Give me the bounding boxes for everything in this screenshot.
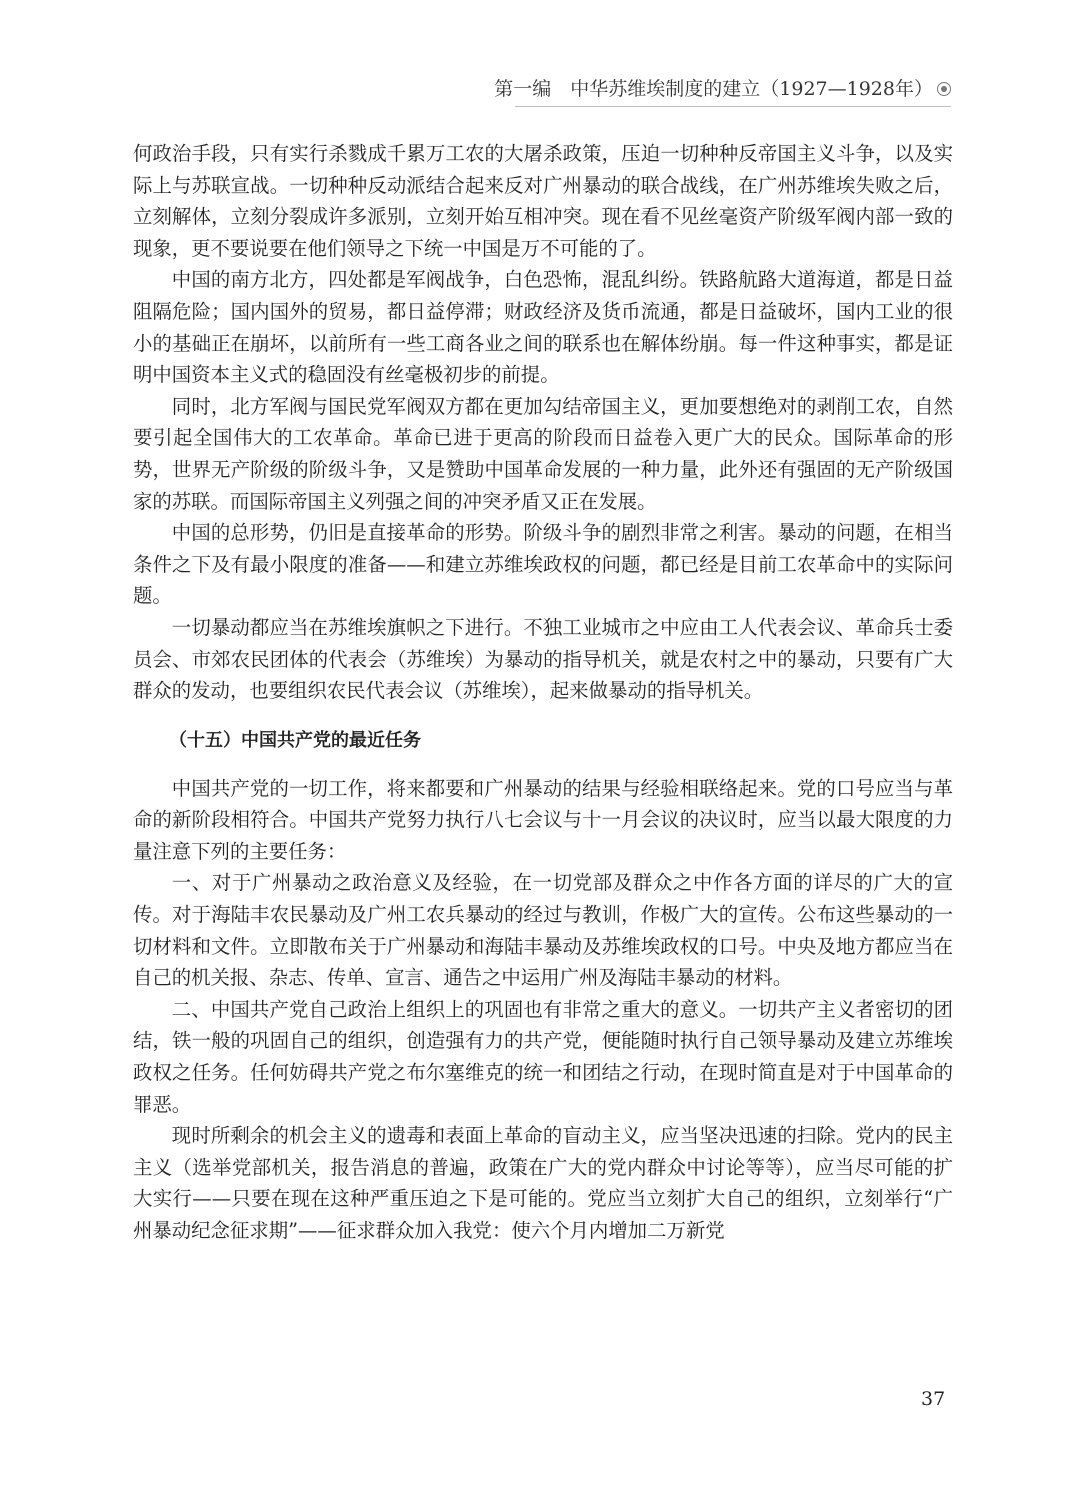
running-title: 第一编 中华苏维埃制度的建立（1927—1928年） — [494, 78, 933, 100]
paragraph-7: 一、对于广州暴动之政治意义及经验，在一切党部及群众之中作各方面的详尽的广大的宣传。对于海陆丰农民暴动及广州工农兵暴动的经过与教训，作极广大的宣传。公布这些暴动的一切材料和文件。立即散布关于广州暴动和海陆丰暴动及苏维埃政权的口号。中央及地方都应当在自己的机关报、杂志、传单、宣言、通告之中运用广州及海陆丰暴动的材料。 — [133, 871, 953, 990]
paragraph-3: 同时，北方军阀与国民党军阀双方都在更加勾结帝国主义，更加要想绝对的剥削工农，自然要引起全国伟大的工农革命。革命已进于更高的阶段而日益卷入更广大的民众。国际革命的形势，世界无产阶级的阶级斗争，又是赞助中国革命发展的一种力量，此外还有强固的无产阶级国家的苏联。而国际帝国主义列强之间的冲突矛盾又正在发展。 — [133, 394, 953, 513]
circle-dot-icon — [937, 82, 951, 96]
paragraph-8: 二、中国共产党自己政治上组织上的巩固也有非常之重大的意义。一切共产主义者密切的团结，铁一般的巩固自己的组织，创造强有力的共产党，便能随时执行自己领导暴动及建立苏维埃政权之任务。任何妨碍共产党之布尔塞维克的统一和团结之行动，在现时简直是对于中国革命的罪恶。 — [133, 997, 953, 1116]
page-number: 37 — [921, 1388, 946, 1410]
paragraph-9: 现时所剩余的机会主义的遗毒和表面上革命的盲动主义，应当坚决迅速的扫除。党内的民主主义（选举党部机关，报告消息的普遍，政策在广大的党内群众中讨论等等），应当尽可能的扩大实行——只要在现在这种严重压迫之下是可能的。党应当立刻扩大自己的组织，立刻举行“广州暴动纪念征求期”——征求群众加入我党：使六个月内增加二万新党 — [133, 1124, 953, 1242]
paragraph-1: 何政治手段，只有实行杀戮成千累万工农的大屠杀政策，压迫一切种种反帝国主义斗争，以及实际上与苏联宣战。一切种种反动派结合起来反对广州暴动的联合战线，在广州苏维埃失败之后，立刻解体，立刻分裂成许多派别，立刻开始互相冲突。现在看不见丝毫资产阶级军阀内部一致的现象，更不要说要在他们领导之下统一中国是万不可能的了。 — [133, 142, 953, 260]
page-body — [133, 138, 953, 1247]
section-heading: （十五）中国共产党的最近任务 — [169, 729, 421, 751]
paragraph-2: 中国的南方北方，四处都是军阀战争，白色恐怖，混乱纠纷。铁路航路大道海道，都是日益阻隔危险；国内国外的贸易，都日益停滞；财政经济及货币流通，都是日益破坏，国内工业的很小的基础正在崩坏，以前所有一些工商各业之间的联系也在解体纷崩。每一件这种事实，都是证明中国资本主义式的稳固没有丝毫极初步的前提。 — [133, 268, 953, 387]
running-header — [494, 76, 951, 102]
paragraph-6: 中国共产党的一切工作，将来都要和广州暴动的结果与经验相联络起来。党的口号应当与革命的新阶段相符合。中国共产党努力执行八七会议与十一月会议的决议时，应当以最大限度的力量注意下列的主要任务： — [133, 776, 953, 863]
paragraph-4: 中国的总形势，仍旧是直接革命的形势。阶级斗争的剧烈非常之利害。暴动的问题，在相当条件之下及有最小限度的准备——和建立苏维埃政权的问题，都已经是目前工农革命中的实际问题。 — [133, 521, 953, 608]
header-rule — [515, 106, 951, 107]
paragraph-5: 一切暴动都应当在苏维埃旗帜之下进行。不独工业城市之中应由工人代表会议、革命兵士委员会、市郊农民团体的代表会（苏维埃）为暴动的指导机关，就是农村之中的暴动，只要有广大群众的发动，也要组织农民代表会议（苏维埃），起来做暴动的指导机关。 — [133, 615, 953, 703]
